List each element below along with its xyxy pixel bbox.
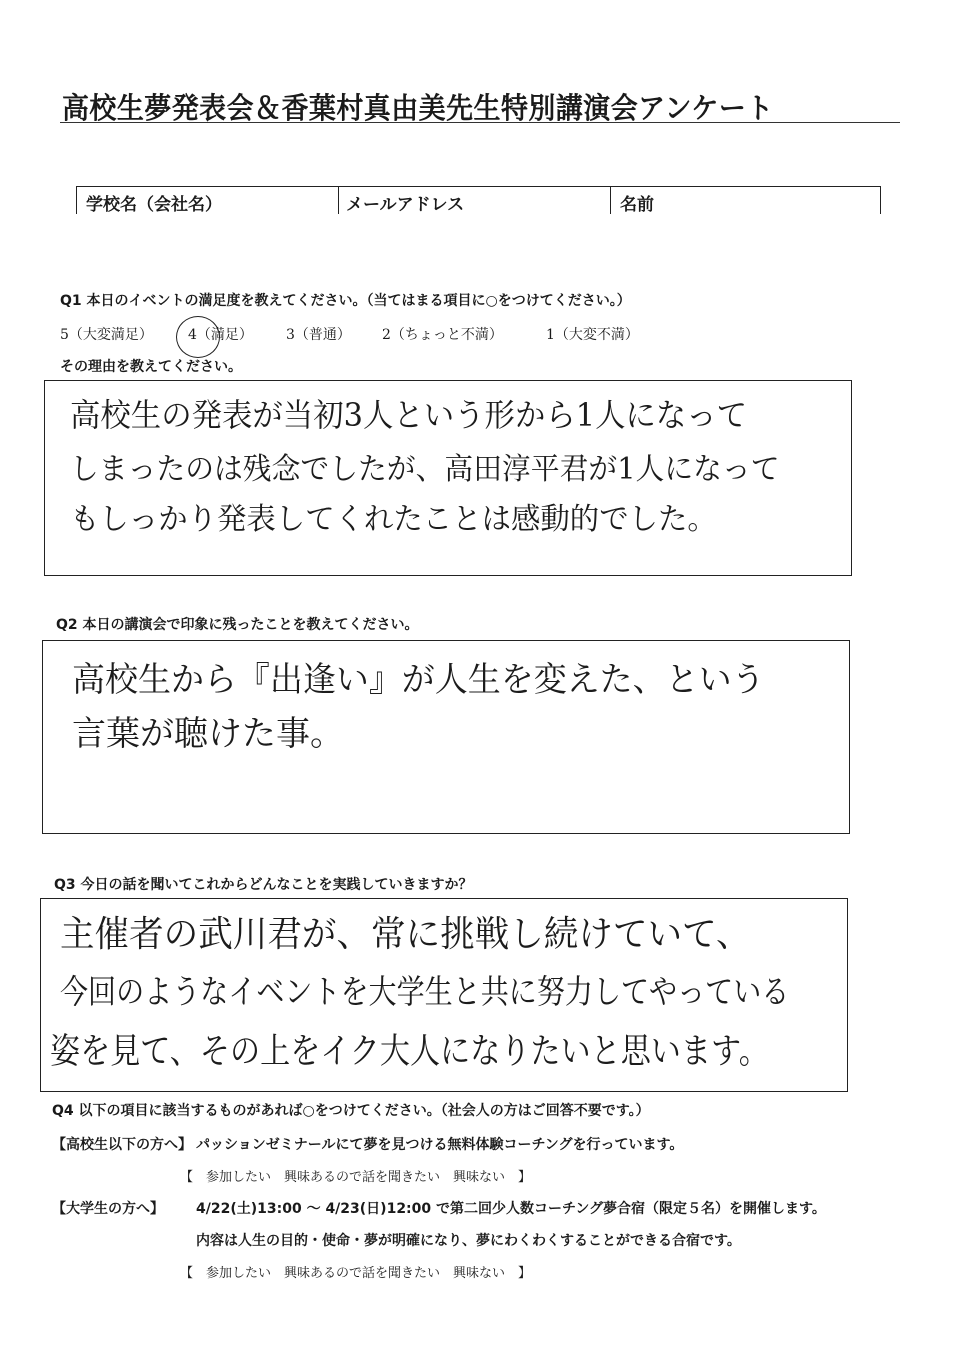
q1-choice-5[interactable]: 5（大変満足） (60, 327, 153, 343)
univ-text-2: 内容は人生の目的・使命・夢が明確になり、夢にわくわくすることができる合宿です。 (196, 1233, 741, 1249)
name-label: 名前 (620, 195, 654, 215)
q1-reason-label: その理由を教えてください。 (60, 359, 242, 375)
q2-question: Q2 本日の講演会で印象に残ったことを教えてください。 (56, 617, 419, 633)
info-divider (76, 186, 77, 214)
hs-label: 【高校生以下の方へ】 (52, 1137, 192, 1153)
q3-answer-line: 今回のようなイベントを大学生と共に努力してやっている (60, 972, 790, 1011)
q1-choice-4[interactable]: 4（満足） (188, 327, 253, 343)
q1-question: Q1 本日のイベントの満足度を教えてください。（当てはまる項目に○をつけてください。） (60, 293, 631, 309)
q4-question: Q4 以下の項目に該当するものがあれば○をつけてください。（社会人の方はご回答不要です。） (52, 1103, 650, 1119)
q3-question: Q3 今日の話を聞いてこれからどんなことを実践していきますか？ (54, 877, 473, 893)
info-divider (338, 186, 339, 214)
title-underline (60, 122, 900, 123)
hs-options[interactable]: 【 参加したい 興味あるので話を聞きたい 興味ない 】 (180, 1170, 532, 1185)
univ-text: 4/22(土)13:00 ～ 4/23(日)12:00 で第二回少人数コーチング夢合宿（限定５名）を開催します。 (196, 1201, 826, 1217)
q1-answer-line: もしっかり発表してくれたことは感動的でした。 (70, 502, 717, 537)
hs-text: パッションゼミナールにて夢を見つける無料体験コーチングを行っています。 (196, 1137, 684, 1153)
q2-answer-line: 高校生から『出逢い』が人生を変えた、という (72, 660, 765, 700)
q3-answer-line: 主催者の武川君が、常に挑戦し続けていて、 (60, 914, 751, 955)
q1-answer-line: 高校生の発表が当初3人という形から1人になって (70, 396, 748, 434)
q1-choice-3[interactable]: 3（普通） (286, 327, 351, 343)
q1-choice-2[interactable]: 2（ちょっと不満） (382, 327, 503, 343)
selected-circle-mark (176, 316, 220, 358)
q3-answer-line: 姿を見て、その上をイク大人になりたいと思います。 (50, 1032, 769, 1072)
q1-choice-1[interactable]: 1（大変不満） (546, 327, 639, 343)
univ-label: 【大学生の方へ】 (52, 1201, 164, 1217)
univ-options[interactable]: 【 参加したい 興味あるので話を聞きたい 興味ない 】 (180, 1266, 532, 1281)
info-divider (880, 186, 881, 214)
email-label: メールアドレス (346, 195, 465, 215)
info-divider (610, 186, 611, 214)
school-label: 学校名（会社名） (86, 195, 222, 215)
q1-answer-line: しまったのは残念でしたが、高田淳平君が1人になって (70, 452, 780, 487)
q2-answer-line: 言葉が聴けた事。 (72, 714, 344, 754)
page-title: 高校生夢発表会＆香葉村真由美先生特別講演会アンケート (62, 91, 774, 125)
